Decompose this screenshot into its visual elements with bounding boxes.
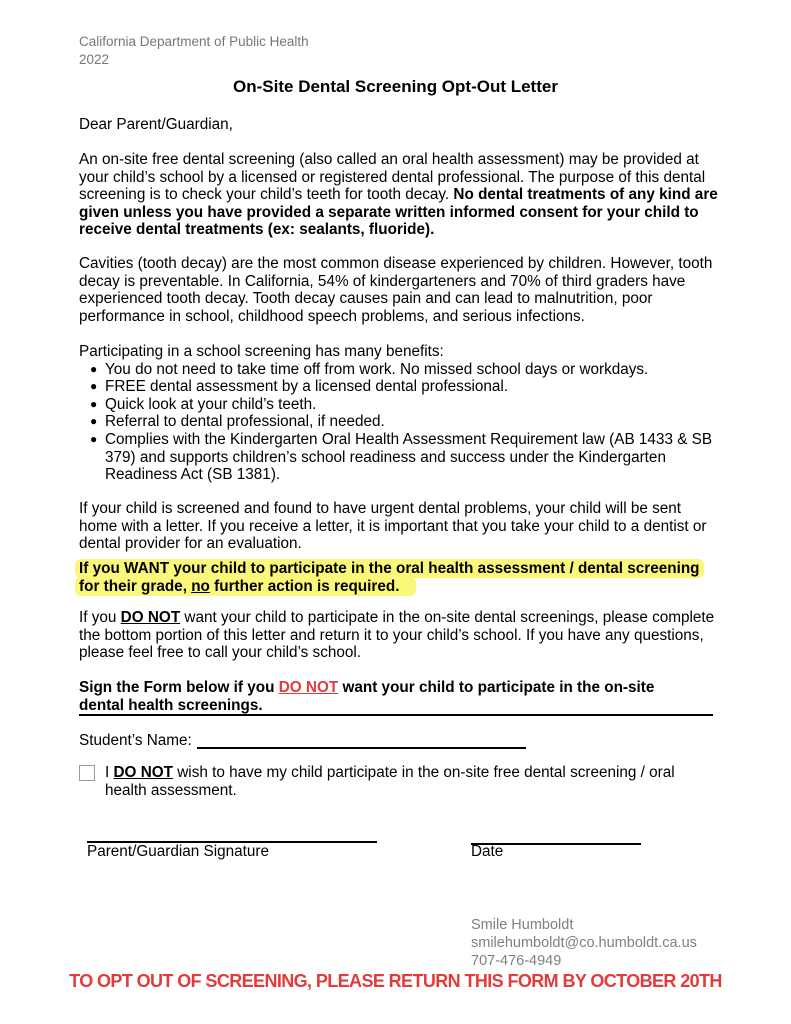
benefits-list	[79, 361, 719, 484]
highlight-line-1: If you WANT your child to participate in the oral health assessment / dental screening	[75, 559, 704, 578]
student-name-label: Student’s Name:	[79, 732, 192, 749]
list-item	[79, 431, 719, 484]
org-name: California Department of Public Health	[79, 34, 309, 49]
list-item-text: Quick look at your child’s teeth.	[105, 395, 317, 413]
page-title: On-Site Dental Screening Opt-Out Letter	[233, 77, 558, 96]
bullet-icon: ●	[90, 396, 98, 411]
checkbox-text-underlined: DO NOT	[113, 764, 173, 781]
sign-heading-red: DO NOT	[278, 679, 339, 696]
cavities-paragraph: Cavities (tooth decay) are the most common disease experienced by children. However, tooth decay is preventable. In California, 54% of kindergarteners and 70% of third graders have experienced tooth decay. Tooth decay causes pain and can lead to malnutrition, poor performance in school, childhood speech problems, and serious infections.	[79, 255, 713, 325]
list-item-text: You do not need to take time off from work. No missed school days or workdays.	[105, 360, 649, 378]
intro-bold-text: No dental treatments of any kind are given unless you have provided a separate written informed consent for your child to receive dental treatments (ex: sealants, fluoride).	[79, 186, 718, 239]
date-label: Date	[471, 843, 504, 860]
student-name-field[interactable]	[197, 747, 526, 749]
intro-paragraph	[79, 151, 719, 239]
sign-heading-pre: Sign the Form below if you	[79, 679, 279, 696]
bullet-icon: ●	[90, 414, 98, 429]
checkbox-text-pre: I	[105, 764, 114, 781]
opt-out-text-post: want your child to participate in the on-site dental screenings, please complete the bottom portion of this letter and return it to your child’s school. If you have any questions, please feel free to call your child’s school.	[79, 609, 715, 662]
list-item	[79, 361, 719, 379]
signature-label: Parent/Guardian Signature	[87, 843, 269, 860]
urgent-problems-paragraph: If your child is screened and found to have urgent dental problems, your child will be sent home with a letter. If you receive a letter, it is important that you take your child to a dentist or dental provider for an evaluation.	[79, 500, 707, 553]
sign-form-heading	[79, 679, 699, 714]
document-header	[79, 33, 309, 69]
section-divider	[79, 714, 713, 716]
list-item	[79, 413, 719, 431]
bullet-icon: ●	[90, 379, 98, 394]
list-item-text: FREE dental assessment by a licensed dental professional.	[105, 378, 509, 396]
opt-out-text-pre: If you	[79, 609, 121, 626]
list-item	[79, 396, 719, 414]
benefits-intro: Participating in a school screening has many benefits:	[79, 343, 444, 360]
opt-out-checkbox[interactable]	[79, 765, 95, 781]
highlight-text-underlined: no	[191, 577, 210, 595]
opt-out-instructions	[79, 609, 719, 662]
list-item-text: Complies with the Kindergarten Oral Health Assessment Requirement law (AB 1433 & SB 379) and supports children’s school readiness and success under the Kindergarten Readiness Act (SB 1381).	[105, 430, 713, 484]
contact-block	[471, 916, 697, 970]
contact-email: smilehumboldt@co.humboldt.ca.us	[471, 935, 697, 951]
highlight-text-post: further action is required.	[209, 577, 400, 595]
opt-out-text-underlined: DO NOT	[120, 609, 181, 626]
highlight-text-pre: for their grade,	[79, 577, 192, 595]
return-deadline-banner: TO OPT OUT OF SCREENING, PLEASE RETURN THIS FORM BY OCTOBER 20TH	[69, 971, 722, 991]
bullet-icon: ●	[90, 361, 98, 376]
highlighted-notice	[79, 560, 739, 595]
list-item-text: Referral to dental professional, if needed.	[105, 413, 385, 431]
contact-phone: 707-476-4949	[471, 953, 562, 969]
header-year: 2022	[79, 52, 110, 67]
highlight-line-2	[75, 577, 416, 596]
checkbox-text-post: wish to have my child participate in the on-site free dental screening / oral health assessment.	[105, 764, 675, 799]
bullet-icon: ●	[90, 431, 98, 446]
intro-text: An on-site free dental screening (also called an oral health assessment) may be provided at your child’s school by a licensed or registered dental professional. The purpose of this dental screening is to check your child’s teeth for tooth decay.	[79, 151, 706, 204]
contact-name: Smile Humboldt	[471, 917, 574, 933]
sign-heading-post: want your child to participate in the on-site dental health screenings.	[79, 679, 655, 714]
opt-out-checkbox-label	[105, 764, 705, 799]
greeting: Dear Parent/Guardian,	[79, 116, 233, 133]
list-item	[79, 378, 719, 396]
benefits-section	[79, 343, 719, 484]
